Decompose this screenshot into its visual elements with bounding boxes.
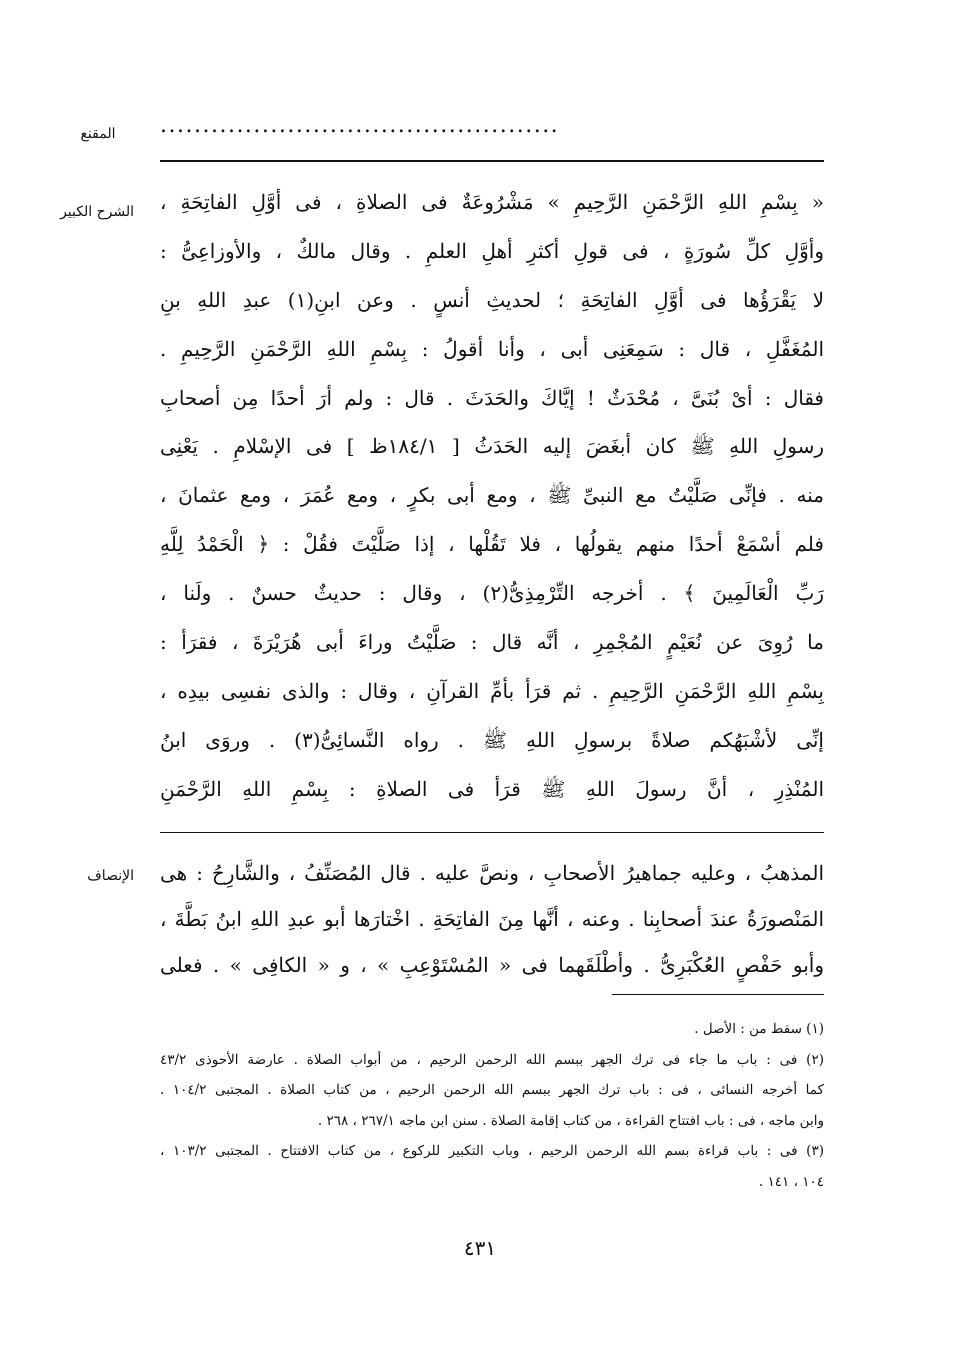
footnote-line: (٢) فى : باب ما جاء فى ترك الجهر ببسم الله الرحمن الرحيم ، من أبواب الصلاة . عارضة الأحوذى ٤٣/٢: [160, 1051, 824, 1068]
text-line: رَبِّ الْعَالَمِينَ ﴾ . أخرجه التِّرْمِذِىُّ(٢) ، وقال : حديثٌ حسنٌ . ولَنا ،: [160, 581, 824, 606]
running-head-title: المقنع: [80, 126, 116, 142]
page-number: ٤٣١: [463, 1236, 497, 1260]
footnotes: [160, 1014, 824, 1197]
text-line: وأبو حَفْصٍ العُكْبَرِىُّ . وأطْلَقَهما فى « المُسْتَوْعِبِ » ، و « الكافِى » . فعلى: [160, 953, 824, 977]
text-line: المذهبُ ، وعليه جماهيرُ الأصحابِ ، ونصَّ عليه . قال المُصَنِّفُ ، والشَّارِحُ : هى: [160, 861, 824, 885]
text-line: فقال : أىْ بُنَىَّ ، مُحْدَثٌ ! إيَّاكَ والحَدَثَ . قال : ولم أرَ أحدًا مِن أصحابِ: [160, 385, 824, 410]
footnote-line: (١) سقط من : الأصل .: [694, 1021, 824, 1037]
text-line: منه . فإنِّى صَلَّيْتُ مع النبىِّ ﷺ ، ومع أبى بكرٍ ، ومع عُمَرَ ، ومع عثمانَ ،: [160, 483, 824, 508]
text-line: ما رُوِىَ عن نُعَيْمٍ المُجْمِرِ ، أنَّه قال : صَلَّيْتُ وراءَ أبى هُرَيْرَةَ ، فقرَأ :: [160, 630, 824, 655]
running-head-dots: ...............................................: [160, 113, 560, 138]
text-line: فلم أسْمَعْ أحدًا منهم يقولُها ، فلا تَقُلْها ، إذا صَلَّيْتَ فقُلْ : ﴿ الْحَمْدُ لِلَّهِ: [160, 532, 824, 557]
text-line: بِسْمِ اللهِ الرَّحْمَنِ الرَّحِيمِ . ثم قرَأ بأمِّ القرآنِ ، وقال : والذى نفسِى بيدِه ،: [160, 678, 824, 703]
text-line: وأوَّلِ كلِّ سُورَةٍ ، فى قولِ أكثرِ أهلِ العلمِ . وقال مالكٌ ، والأوزاعِىُّ :: [160, 238, 824, 263]
header-rule: [160, 160, 824, 162]
side-label-sharh: الشرح الكبير: [60, 204, 134, 220]
footnote-rule: [612, 994, 824, 995]
text-line: المُنْذِرِ ، أنَّ رسولَ اللهِ ﷺ قرَأ فى الصلاةِ : بِسْمِ اللهِ الرَّحْمَنِ: [160, 776, 824, 801]
section-divider: [160, 832, 824, 833]
text-line: « بِسْمِ اللهِ الرَّحْمَنِ الرَّحِيمِ » مَشْرُوعَةٌ فى الصلاةِ ، فى أوَّلِ الفاتِحَةِ ،: [160, 190, 824, 214]
footnote-line: (٣) فى : باب قراءة بسم الله الرحمن الرحيم ، وباب التكبير للركوع ، من كتاب الافتتاح . المجتبى ١٠٣/٢ ،: [160, 1143, 824, 1159]
footnote-line: كما أخرجه النسائى ، فى : باب ترك الجهر ببسم الله الرحمن الرحيم ، من كتاب الصلاة . المجتبى ١٠٤/٢ .: [160, 1082, 824, 1098]
footnote-line: ١٠٤ ، ١٤١ .: [758, 1173, 824, 1190]
footnote-line: وابن ماجه ، فى : باب افتتاح القراءة ، من كتاب إقامة الصلاة . سنن ابن ماجه ٢٦٧/١ ، ٢٦٨ .: [317, 1112, 824, 1129]
text-line: المُغَفَّلِ ، قال : سَمِعَنِى أبى ، وأنا أقولُ : بِسْمِ اللهِ الرَّحْمَنِ الرَّحِيمِ .: [160, 336, 824, 361]
text-line: لا يَقْرَؤُها فى أوَّلِ الفاتِحَةِ ؛ لحديثِ أنسٍ . وعن ابنِ(١) عبدِ اللهِ بنِ: [160, 287, 824, 312]
text-line: إنِّى لأشْبَهُكم صلاةً برسولِ اللهِ ﷺ . رواه النَّسائِىُّ(٣) . وروَى ابنُ: [160, 727, 824, 752]
sharh-text: [160, 178, 824, 814]
insaf-text: [160, 850, 824, 988]
text-line: رسولِ اللهِ ﷺ كان أبغَضَ إليه الحَدَثُ [ ١٨٤/١ظ ] فى الإسْلامِ . يَعْنِى: [160, 434, 824, 459]
text-line: المَنْصورَةُ عندَ أصحابِنا . وعنه ، أنَّها مِنَ الفاتِحَةِ . اخْتارَها أبو عبدِ اللهِ ابنُ بَطَّةَ ،: [160, 907, 824, 931]
side-label-insaf: الإنصاف: [87, 868, 134, 884]
